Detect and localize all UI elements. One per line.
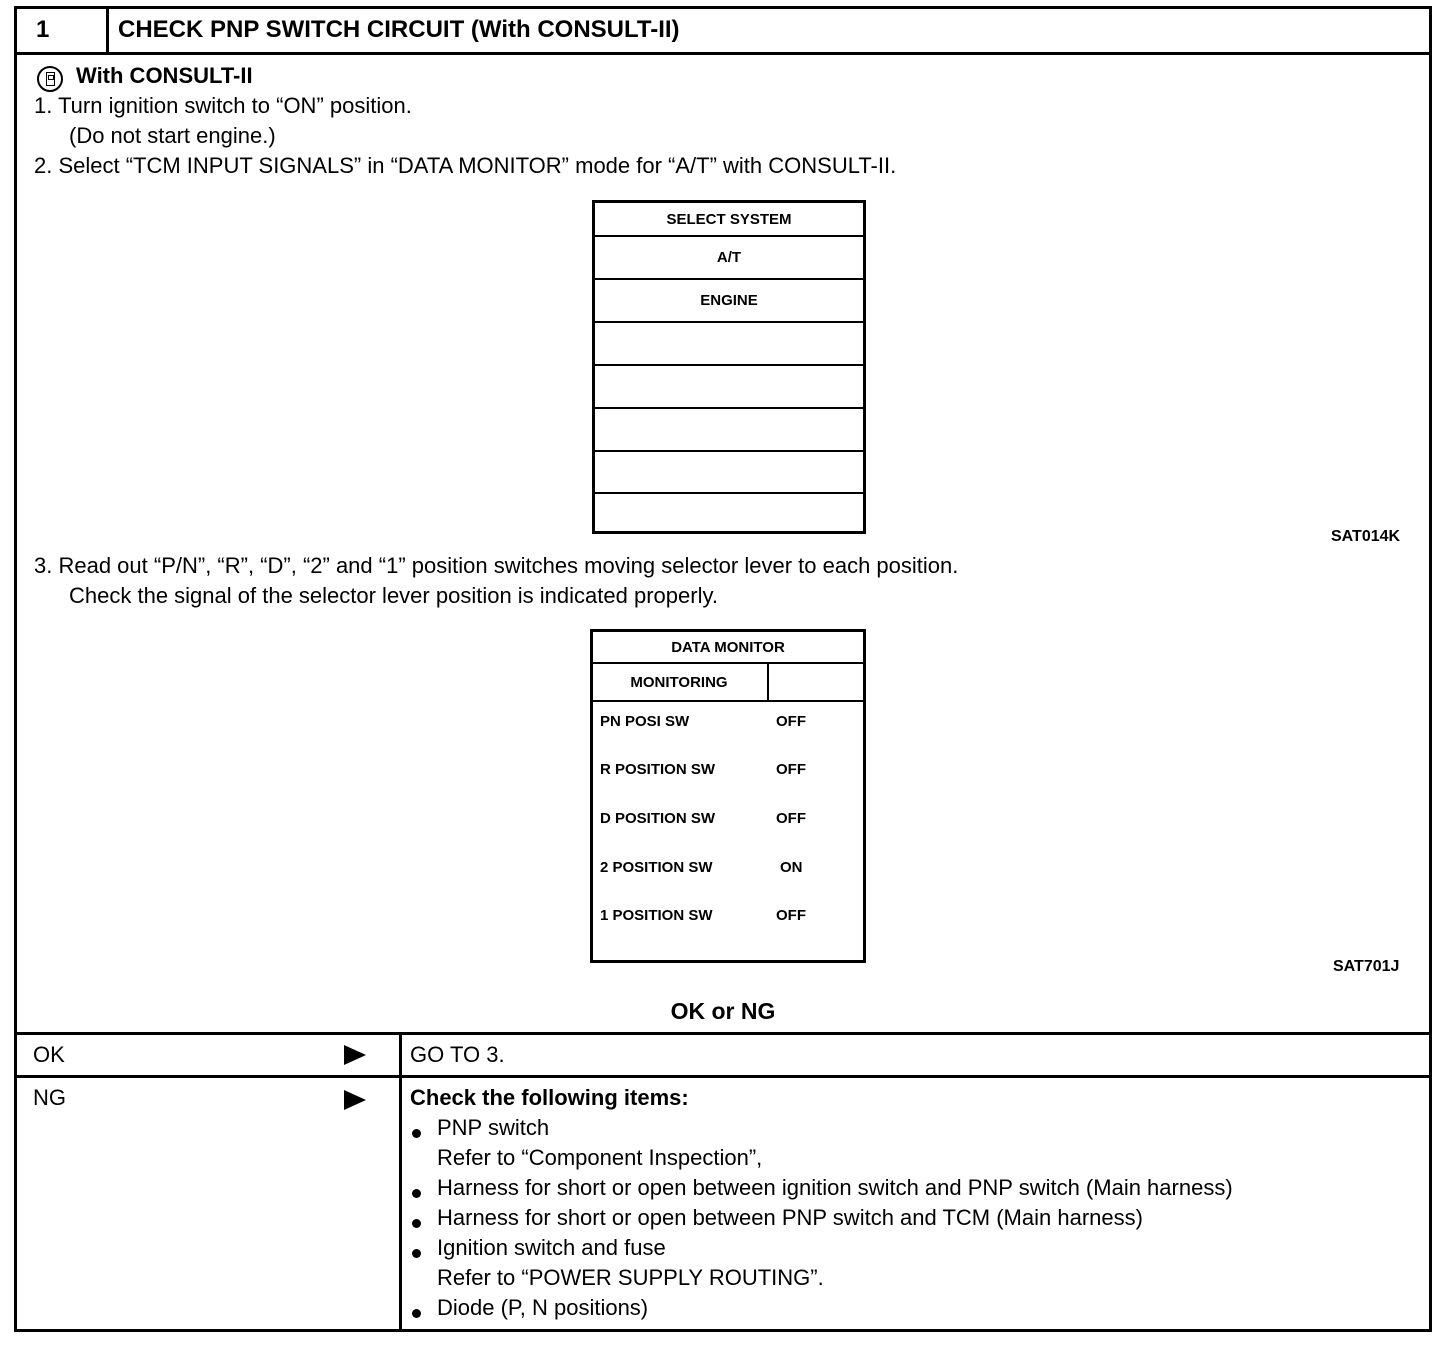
ng-heading: Check the following items:: [410, 1085, 689, 1110]
header-divider: [14, 52, 1432, 55]
bullet-icon: [412, 1309, 421, 1318]
monitor-row-d: [600, 810, 715, 827]
select-system-title: SELECT SYSTEM: [595, 203, 863, 237]
step-number: 1: [36, 16, 50, 43]
bullet-icon: [412, 1189, 421, 1198]
step-2: 2. Select “TCM INPUT SIGNALS” in “DATA MONITOR” mode for “A/T” with CONSULT-II.: [34, 153, 897, 178]
step-title: CHECK PNP SWITCH CIRCUIT (With CONSULT-II): [118, 16, 680, 43]
system-item-empty[interactable]: [595, 452, 863, 494]
monitor-row-2: [600, 859, 713, 876]
monitor-row-value: ON: [780, 859, 803, 876]
monitoring-header: [593, 664, 863, 702]
monitor-row-label: 2 POSITION SW: [600, 859, 713, 876]
monitor-row-value: OFF: [776, 907, 806, 924]
data-monitor-title: DATA MONITOR: [593, 632, 863, 664]
bullet-icon: [412, 1219, 421, 1228]
ng-item: Diode (P, N positions): [437, 1295, 649, 1320]
data-monitor-screen: [590, 629, 866, 963]
header-column-divider: [106, 6, 109, 54]
ng-label: NG: [33, 1085, 66, 1110]
bullet-icon: [412, 1129, 421, 1138]
system-item-empty[interactable]: [595, 409, 863, 452]
bullet-icon: [412, 1249, 421, 1258]
ng-item: PNP switch: [437, 1115, 550, 1140]
result-column-divider: [399, 1032, 402, 1332]
monitor-row-r: [600, 761, 715, 778]
figure-code: SAT701J: [1333, 958, 1400, 975]
ng-arrow-icon: [344, 1090, 366, 1110]
system-item-engine[interactable]: ENGINE: [595, 280, 863, 323]
monitor-row-label: 1 POSITION SW: [600, 907, 713, 924]
ok-label: OK: [33, 1042, 65, 1067]
monitor-row-value: OFF: [776, 810, 806, 827]
ng-item: Ignition switch and fuse: [437, 1235, 666, 1260]
monitoring-value-cell: [767, 664, 769, 700]
system-item-empty[interactable]: [595, 366, 863, 409]
result-table-top: [14, 1032, 1432, 1035]
monitor-row-value: OFF: [776, 713, 806, 730]
monitor-row-1: [600, 907, 713, 924]
select-system-screen: [592, 200, 866, 534]
monitor-row-pn: [600, 713, 689, 730]
system-item-empty[interactable]: [595, 494, 863, 531]
system-item-empty[interactable]: [595, 323, 863, 366]
step-1-note: (Do not start engine.): [69, 123, 276, 148]
mode-label: With CONSULT-II: [76, 63, 253, 88]
ok-action: GO TO 3.: [410, 1042, 505, 1067]
step-3: 3. Read out “P/N”, “R”, “D”, “2” and “1” position switches moving selector lever to each position.: [34, 553, 959, 578]
ng-item-note: Refer to “POWER SUPPLY ROUTING”.: [437, 1265, 824, 1290]
ng-item-note: Refer to “Component Inspection”,: [437, 1145, 763, 1170]
monitoring-label: MONITORING: [630, 673, 728, 691]
monitor-row-label: D POSITION SW: [600, 810, 716, 827]
monitor-row-value: OFF: [776, 761, 806, 778]
step-3-note: Check the signal of the selector lever position is indicated properly.: [69, 583, 718, 608]
monitor-row-label: PN POSI SW: [600, 713, 690, 730]
judgement-title: OK or NG: [670, 998, 776, 1024]
figure-code: SAT014K: [1331, 528, 1401, 545]
consult-ii-icon: [37, 66, 63, 92]
result-row-divider: [14, 1075, 1432, 1078]
ok-arrow-icon: [344, 1045, 366, 1065]
step-1: 1. Turn ignition switch to “ON” position.: [34, 93, 412, 118]
ng-item: Harness for short or open between ignition switch and PNP switch (Main harness): [437, 1175, 1233, 1200]
system-item-at[interactable]: A/T: [595, 237, 863, 280]
monitor-row-label: R POSITION SW: [600, 761, 716, 778]
ng-item: Harness for short or open between PNP switch and TCM (Main harness): [437, 1205, 1143, 1230]
